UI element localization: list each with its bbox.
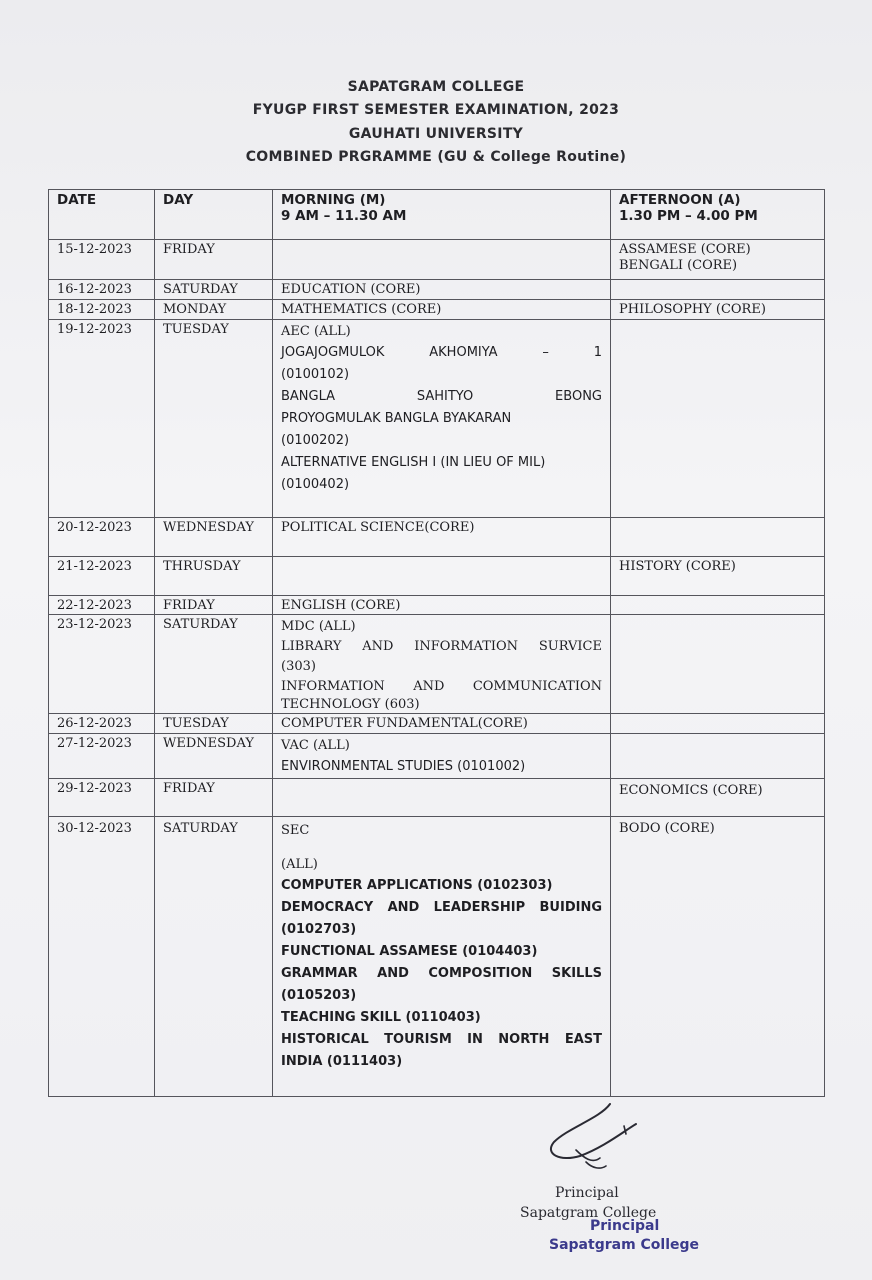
morning-paper: MATHEMATICS (CORE) — [273, 300, 611, 320]
table-row — [49, 280, 825, 300]
exam-day: SATURDAY — [155, 280, 273, 300]
exam-day: FRIDAY — [155, 596, 273, 615]
exam-title: FYUGP FIRST SEMESTER EXAMINATION, 2023 — [252, 102, 620, 118]
afternoon-paper — [611, 714, 825, 734]
morning-session-time: 9 AM – 11.30 AM — [281, 208, 407, 224]
morning-paper: POLITICAL SCIENCE(CORE) — [273, 518, 611, 557]
afternoon-paper: PHILOSOPHY (CORE) — [611, 300, 825, 320]
paper-line: GRAMMAR AND COMPOSITION SKILLS — [281, 966, 602, 981]
paper-line: ALTERNATIVE ENGLISH I (IN LIEU OF MIL) — [281, 455, 546, 470]
stamp-principal: Principal — [590, 1218, 660, 1234]
table-row — [49, 240, 825, 280]
table-row — [49, 596, 825, 615]
exam-day: TUESDAY — [155, 320, 273, 518]
exam-day: WEDNESDAY — [155, 518, 273, 557]
exam-date: 19-12-2023 — [49, 320, 155, 518]
paper-line: JOGAJOGMULOK AKHOMIYA – 1 — [281, 345, 602, 360]
afternoon-paper — [611, 734, 825, 779]
principal-signature — [540, 1098, 670, 1178]
morning-paper — [273, 320, 611, 518]
table-row — [49, 779, 825, 817]
morning-paper — [273, 734, 611, 779]
exam-day: MONDAY — [155, 300, 273, 320]
paper-line: ENVIRONMENTAL STUDIES (0101002) — [281, 759, 526, 774]
paper-line: DEMOCRACY AND LEADERSHIP BUIDING — [281, 900, 602, 915]
day-column-header: DAY — [155, 190, 273, 240]
paper-code: (0100102) — [281, 367, 350, 382]
paper-line: INFORMATION AND COMMUNICATION — [281, 679, 602, 694]
exam-date: 20-12-2023 — [49, 518, 155, 557]
afternoon-paper: HISTORY (CORE) — [611, 557, 825, 596]
afternoon-paper-line: ASSAMESE (CORE) — [619, 242, 751, 257]
morning-session-label: MORNING (M) — [281, 192, 386, 208]
date-column-header: DATE — [49, 190, 155, 240]
table-row — [49, 518, 825, 557]
paper-line: BANGLA SAHITYO EBONG — [281, 389, 602, 404]
table-row — [49, 557, 825, 596]
paper-line: PROYOGMULAK BANGLA BYAKARAN — [281, 411, 512, 426]
exam-day: THRUSDAY — [155, 557, 273, 596]
exam-date: 30-12-2023 — [49, 817, 155, 1097]
afternoon-paper — [611, 596, 825, 615]
paper-group-label: VAC (ALL) — [281, 738, 350, 753]
table-row — [49, 615, 825, 714]
morning-paper: EDUCATION (CORE) — [273, 280, 611, 300]
university-name: GAUHATI UNIVERSITY — [348, 126, 524, 142]
exam-date: 23-12-2023 — [49, 615, 155, 714]
morning-paper — [273, 615, 611, 714]
exam-date: 29-12-2023 — [49, 779, 155, 817]
exam-day: TUESDAY — [155, 714, 273, 734]
exam-date: 18-12-2023 — [49, 300, 155, 320]
exam-date: 26-12-2023 — [49, 714, 155, 734]
morning-paper — [273, 240, 611, 280]
morning-paper — [273, 817, 611, 1097]
exam-date: 27-12-2023 — [49, 734, 155, 779]
table-row — [49, 300, 825, 320]
principal-college: Sapatgram College — [520, 1205, 657, 1221]
paper-group-label: AEC (ALL) — [281, 324, 351, 339]
paper-code: (0100202) — [281, 433, 350, 448]
college-name: SAPATGRAM COLLEGE — [347, 79, 525, 95]
table-header-row — [49, 190, 825, 240]
table-row — [49, 734, 825, 779]
afternoon-paper: BODO (CORE) — [611, 817, 825, 1097]
paper-line: FUNCTIONAL ASSAMESE (0104403) — [281, 944, 538, 959]
paper-line: INDIA (0111403) — [281, 1054, 403, 1069]
paper-line: HISTORICAL TOURISM IN NORTH EAST — [281, 1032, 602, 1047]
exam-date: 16-12-2023 — [49, 280, 155, 300]
morning-column-header — [273, 190, 611, 240]
exam-date: 15-12-2023 — [49, 240, 155, 280]
paper-group-label: (ALL) — [281, 857, 318, 872]
exam-day: FRIDAY — [155, 779, 273, 817]
paper-line: TEACHING SKILL (0110403) — [281, 1010, 481, 1025]
exam-date: 22-12-2023 — [49, 596, 155, 615]
afternoon-paper — [611, 280, 825, 300]
principal-title: Principal — [555, 1185, 619, 1201]
paper-code: (0102703) — [281, 922, 357, 937]
paper-line: LIBRARY AND INFORMATION SURVICE — [281, 639, 602, 654]
paper-group-label: SEC — [281, 823, 310, 838]
paper-code: (0105203) — [281, 988, 357, 1003]
afternoon-paper — [611, 518, 825, 557]
exam-day: SATURDAY — [155, 615, 273, 714]
morning-paper — [273, 557, 611, 596]
paper-code: (303) — [281, 659, 316, 674]
afternoon-column-header — [611, 190, 825, 240]
morning-paper: COMPUTER FUNDAMENTAL(CORE) — [273, 714, 611, 734]
morning-paper: ENGLISH (CORE) — [273, 596, 611, 615]
paper-group-label: MDC (ALL) — [281, 619, 356, 634]
exam-date: 21-12-2023 — [49, 557, 155, 596]
paper-code: (0100402) — [281, 477, 350, 492]
paper-line: COMPUTER APPLICATIONS (0102303) — [281, 878, 553, 893]
paper-line: TECHNOLOGY (603) — [281, 697, 420, 712]
afternoon-session-time: 1.30 PM – 4.00 PM — [619, 208, 758, 224]
afternoon-paper — [611, 615, 825, 714]
table-row — [49, 714, 825, 734]
exam-routine-table — [48, 189, 825, 1097]
stamp-college: Sapatgram College — [549, 1237, 700, 1253]
exam-day: WEDNESDAY — [155, 734, 273, 779]
exam-day: SATURDAY — [155, 817, 273, 1097]
afternoon-session-label: AFTERNOON (A) — [619, 192, 741, 208]
exam-day: FRIDAY — [155, 240, 273, 280]
table-row — [49, 320, 825, 518]
afternoon-paper — [611, 320, 825, 518]
morning-paper — [273, 779, 611, 817]
afternoon-paper — [611, 240, 825, 280]
table-row — [49, 817, 825, 1097]
afternoon-paper: ECONOMICS (CORE) — [611, 779, 825, 817]
routine-subtitle: COMBINED PRGRAMME (GU & College Routine) — [245, 149, 627, 165]
afternoon-paper-line: BENGALI (CORE) — [619, 258, 738, 273]
